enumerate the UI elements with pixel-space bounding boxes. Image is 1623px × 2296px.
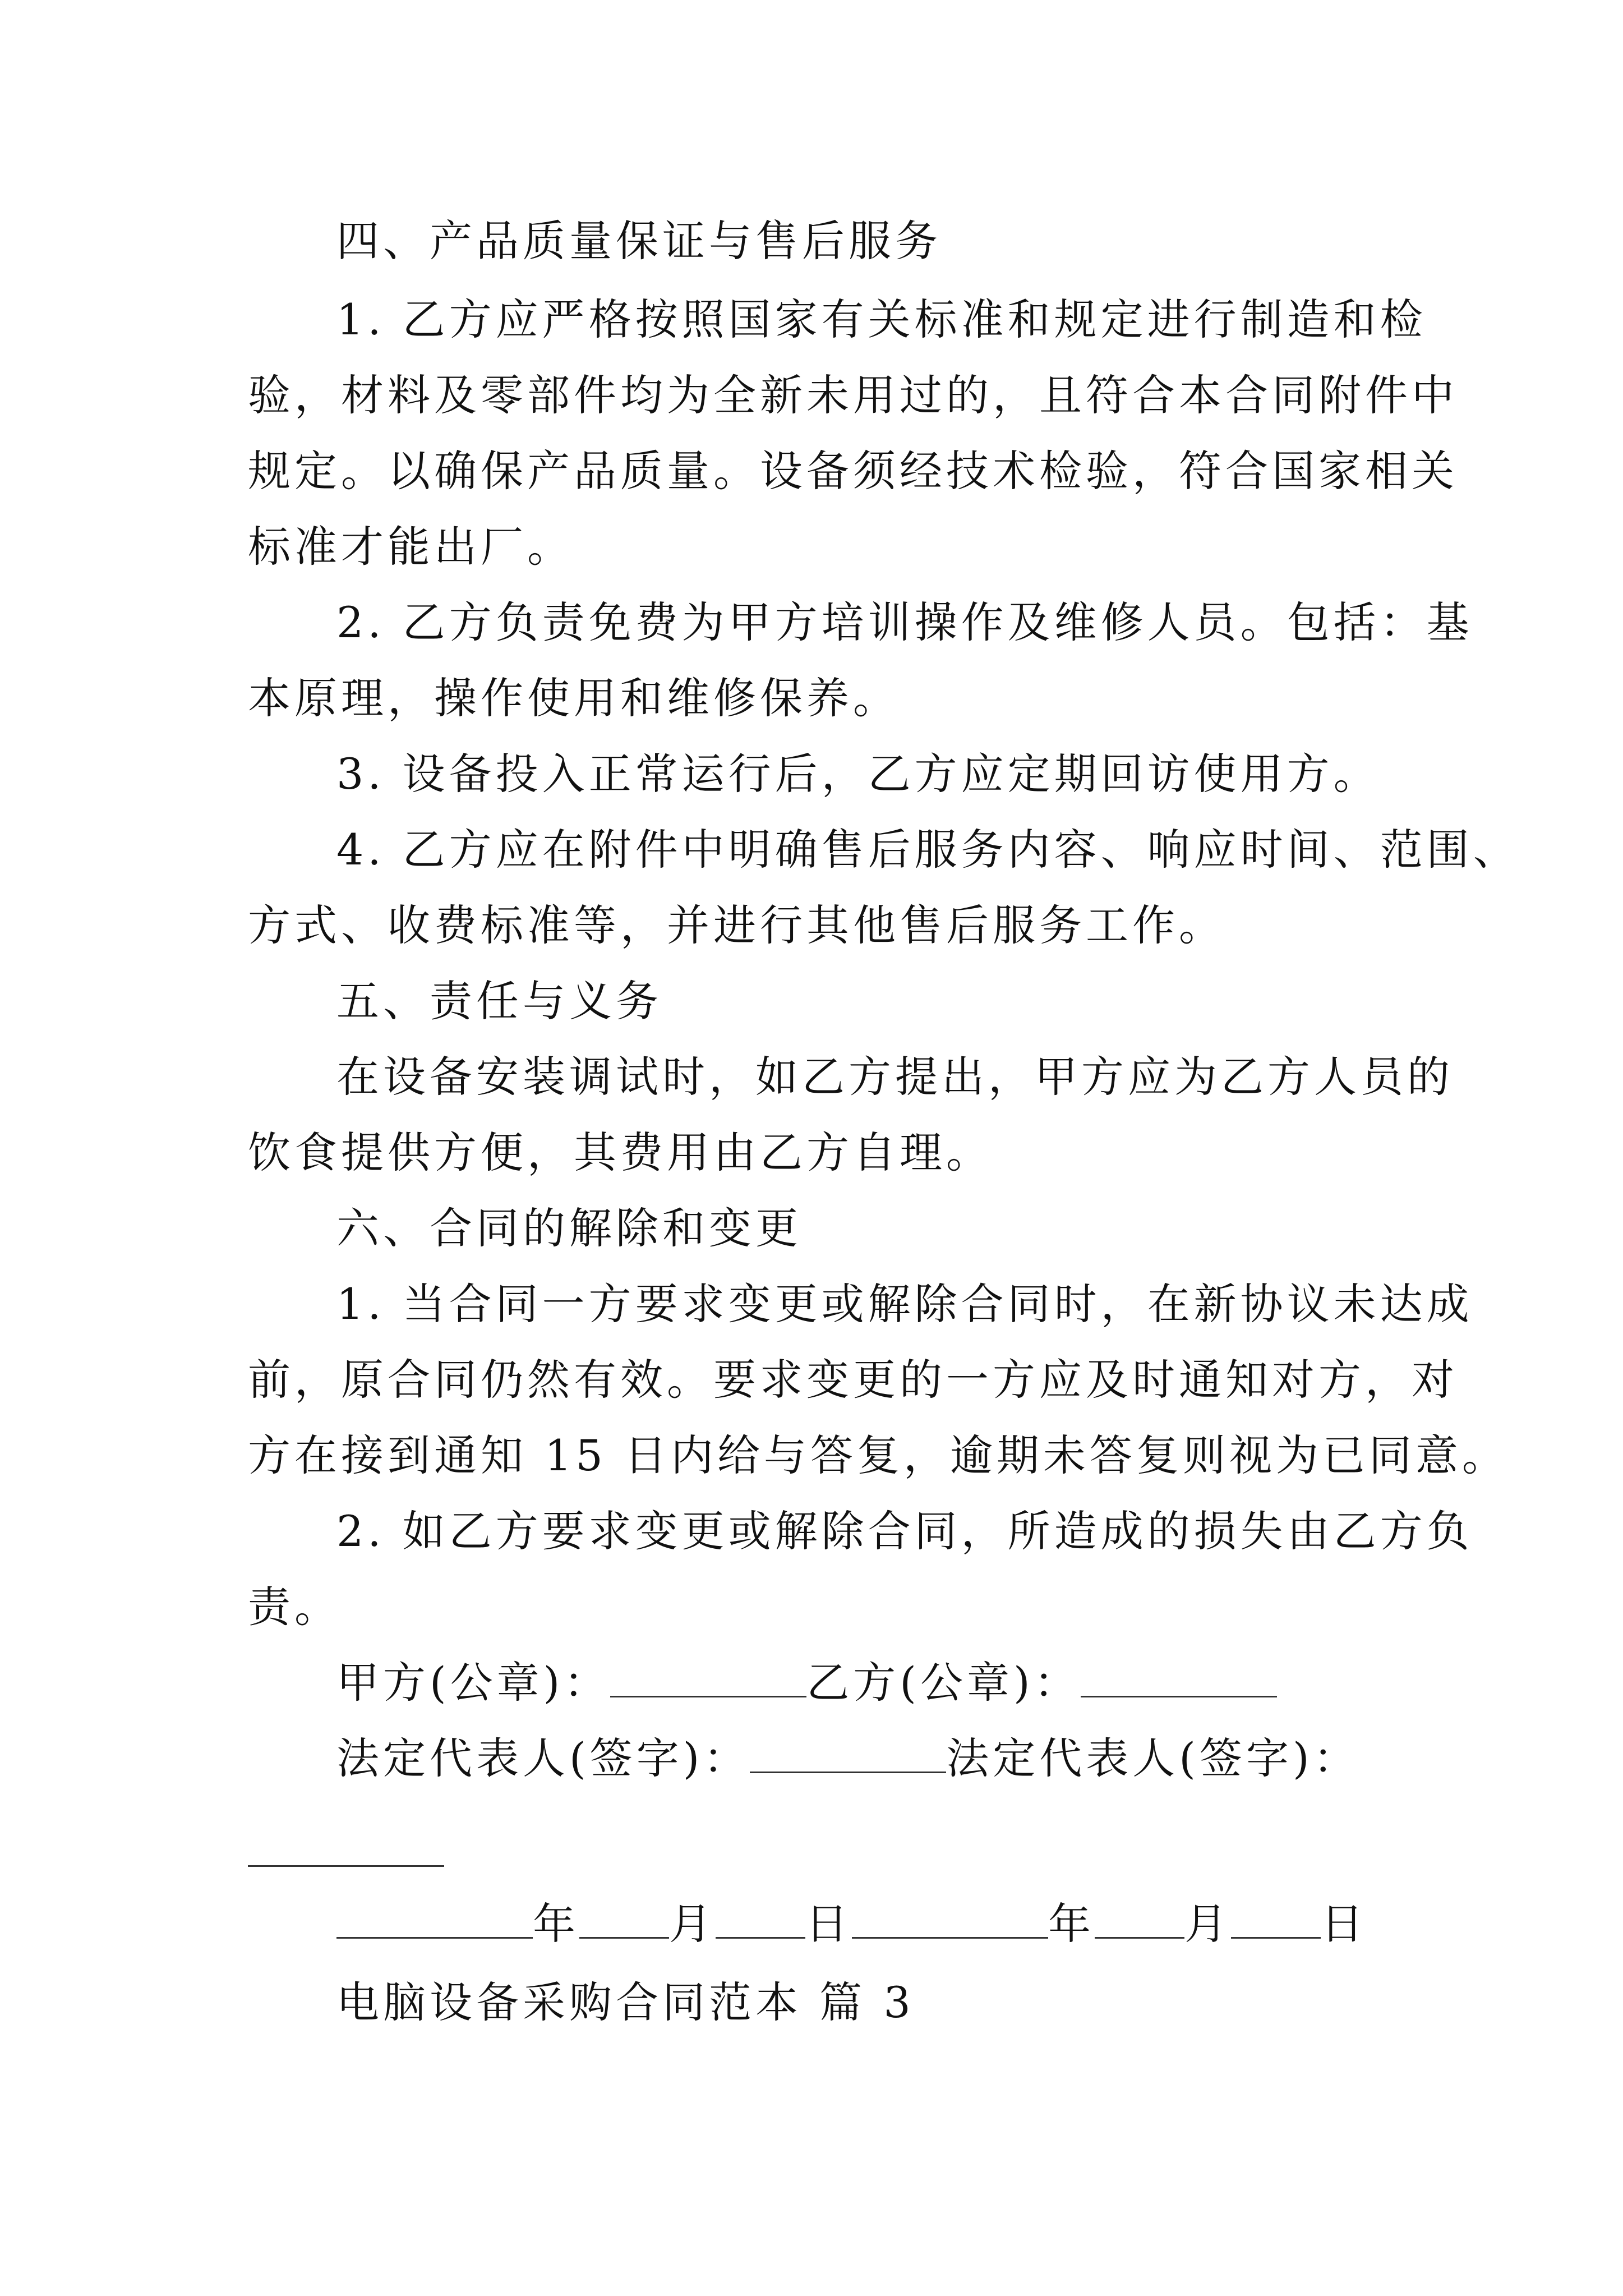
date-b-month-label: 月 [1184,1899,1231,1949]
s4-item4-line1: 4. 乙方应在附件中明确售后服务内容、响应时间、范围、 [336,825,1520,875]
s5-body-line2: 饮食提供方便，其费用由乙方自理。 [248,1128,993,1177]
date-b-month-blank [1095,1898,1184,1939]
date-line [336,1896,1367,1952]
rep-a-blank [750,1732,946,1773]
s4-item2-line2: 本原理，操作使用和维修保养。 [248,673,900,723]
s4-item1-line4: 标准才能出厂。 [248,522,574,572]
party-a-seal-blank [610,1657,806,1697]
date-a-day-blank [716,1898,805,1939]
date-a-month-blank [579,1898,669,1939]
date-b-day-label: 日 [1321,1899,1367,1949]
s5-body-line1: 在设备安装调试时，如乙方提出，甲方应为乙方人员的 [336,1052,1454,1102]
seal-line [336,1655,1277,1711]
next-section-title: 电脑设备采购合同范本 篇 3 [336,1977,915,2027]
rep-b-blank [248,1865,444,1867]
date-a-month-label: 月 [669,1899,716,1949]
party-b-seal-blank [1081,1657,1277,1697]
date-a-year-label: 年 [533,1899,579,1949]
s6-item2-line2: 责。 [248,1582,341,1632]
date-b-year-blank [852,1898,1048,1939]
s4-item2-line1: 2. 乙方负责免费为甲方培训操作及维修人员。包括：基 [336,597,1473,647]
s4-item1-line1: 1. 乙方应严格按照国家有关标准和规定进行制造和检 [336,295,1427,344]
s4-item1-line2: 验，材料及零部件均为全新未用过的，且符合本合同附件中 [248,370,1458,420]
s4-item1-line3: 规定。以确保产品质量。设备须经技术检验，符合国家相关 [248,446,1458,496]
rep-a-label: 法定代表人(签字)： [336,1733,750,1783]
section-4-heading: 四、产品质量保证与售后服务 [336,216,942,266]
date-b-year-label: 年 [1048,1899,1095,1949]
s4-item3: 3. 设备投入正常运行后，乙方应定期回访使用方。 [336,749,1380,799]
rep-b-label: 法定代表人(签字)： [946,1733,1360,1783]
party-b-seal-label: 乙方(公章)： [806,1658,1081,1708]
s6-item2-line1: 2. 如乙方要求变更或解除合同，所造成的损失由乙方负 [336,1506,1473,1556]
section-5-heading: 五、责任与义务 [336,976,662,1026]
s4-item4-line2: 方式、收费标准等，并进行其他售后服务工作。 [248,900,1225,950]
representative-line [336,1731,1360,1787]
s6-item1-line3: 方在接到通知 15 日内给与答复，逾期未答复则视为已同意。 [248,1430,1509,1480]
s6-item1-line2: 前，原合同仍然有效。要求变更的一方应及时通知对方，对 [248,1355,1458,1405]
party-a-seal-label: 甲方(公章)： [336,1658,611,1708]
s6-item1-line1: 1. 当合同一方要求变更或解除合同时，在新协议未达成 [336,1279,1473,1329]
date-a-day-label: 日 [805,1899,852,1949]
date-a-year-blank [336,1898,533,1939]
date-b-day-blank [1231,1898,1321,1939]
section-6-heading: 六、合同的解除和变更 [336,1203,802,1253]
